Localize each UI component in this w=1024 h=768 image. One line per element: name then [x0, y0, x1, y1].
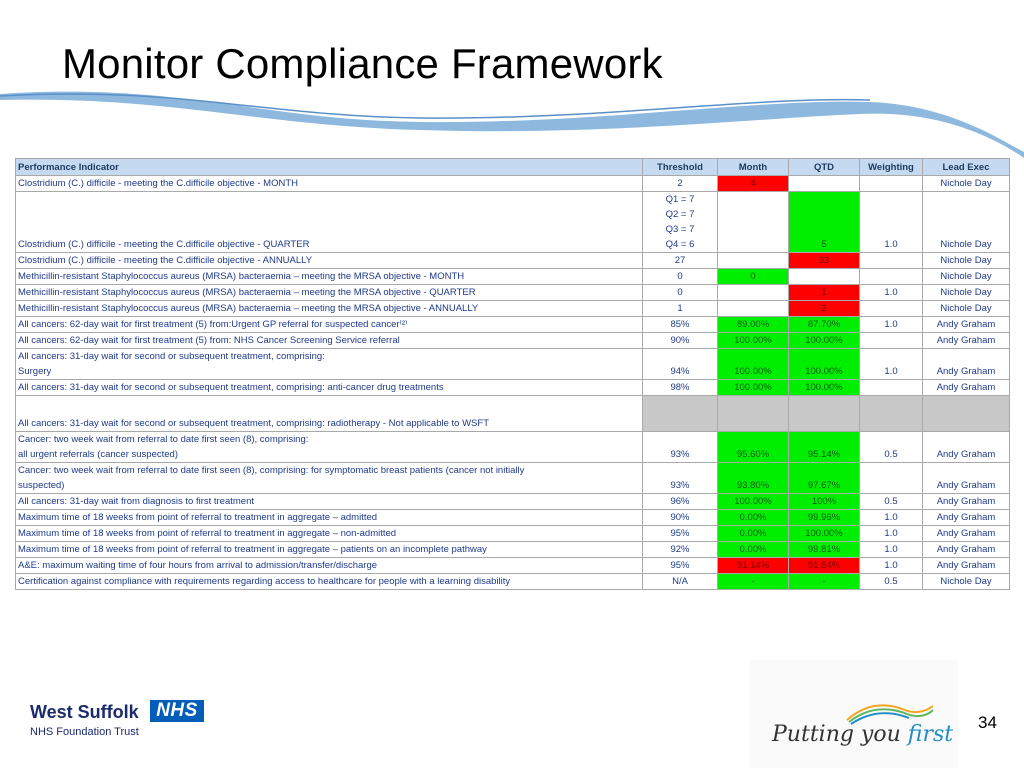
qtd-cell [789, 176, 860, 192]
weighting-cell [860, 333, 923, 349]
qtd-cell: 97.67% [789, 463, 860, 494]
col-header-weighting: Weighting [860, 159, 923, 176]
threshold-cell: 95% [643, 526, 718, 542]
qtd-cell: 95.14% [789, 432, 860, 463]
month-cell [718, 253, 789, 269]
indicator-cell [16, 432, 643, 463]
weighting-cell: 1.0 [860, 349, 923, 380]
indicator-cell: All cancers: 31-day wait from diagnosis to first treatment [16, 494, 643, 510]
indicator-cell: Maximum time of 18 weeks from point of referral to treatment in aggregate – admitted [16, 510, 643, 526]
table-header-row [16, 159, 1010, 176]
indicator-cell: Methicillin-resistant Staphylococcus aureus (MRSA) bacteraemia – meeting the MRSA objective - QUARTER [16, 285, 643, 301]
lead-cell: Andy Graham [923, 380, 1010, 396]
month-cell: 91.14% [718, 558, 789, 574]
col-header-qtd: QTD [789, 159, 860, 176]
table-row [16, 192, 1010, 253]
threshold-cell: 93% [643, 432, 718, 463]
table-row [16, 285, 1010, 301]
table-row [16, 494, 1010, 510]
lead-cell: Andy Graham [923, 333, 1010, 349]
tagline-text [772, 722, 953, 747]
qtd-cell: 33 [789, 253, 860, 269]
qtd-cell: 100.00% [789, 380, 860, 396]
threshold-cell [643, 396, 718, 432]
table-row [16, 349, 1010, 380]
lead-cell: Andy Graham [923, 526, 1010, 542]
weighting-cell: 1.0 [860, 285, 923, 301]
lead-cell: Nichole Day [923, 301, 1010, 317]
tagline-part: first [907, 722, 954, 747]
col-header-month: Month [718, 159, 789, 176]
qtd-cell: 99.81% [789, 542, 860, 558]
lead-cell: Andy Graham [923, 494, 1010, 510]
lead-cell: Nichole Day [923, 285, 1010, 301]
month-cell: 4 [718, 176, 789, 192]
threshold-cell: 92% [643, 542, 718, 558]
qtd-cell: 91.84% [789, 558, 860, 574]
trust-subtitle: NHS Foundation Trust [30, 726, 139, 738]
table-row [16, 317, 1010, 333]
weighting-cell [860, 253, 923, 269]
month-cell: 89.00% [718, 317, 789, 333]
weighting-cell: 1.0 [860, 526, 923, 542]
threshold-cell [643, 192, 718, 253]
indicator-cell: All cancers: 62-day wait for first treatment (5) from: NHS Cancer Screening Service referral [16, 333, 643, 349]
qtd-cell: 5 [789, 192, 860, 253]
month-cell [718, 285, 789, 301]
qtd-cell: 100.00% [789, 333, 860, 349]
threshold-line: Q1 = 7 [665, 194, 695, 205]
lead-cell: Andy Graham [923, 349, 1010, 380]
col-header-indicator: Performance Indicator [16, 159, 643, 176]
weighting-cell [860, 396, 923, 432]
threshold-cell: 94% [643, 349, 718, 380]
threshold-cell: 98% [643, 380, 718, 396]
threshold-cell: 1 [643, 301, 718, 317]
threshold-cell: 90% [643, 333, 718, 349]
threshold-cell: 85% [643, 317, 718, 333]
header-swoosh [0, 80, 1024, 160]
table-row [16, 301, 1010, 317]
table-row [16, 396, 1010, 432]
table-row [16, 574, 1010, 590]
threshold-cell: 96% [643, 494, 718, 510]
indicator-cell: Maximum time of 18 weeks from point of referral to treatment in aggregate – non-admitted [16, 526, 643, 542]
threshold-cell: 0 [643, 269, 718, 285]
indicator-cell [16, 349, 643, 380]
indicator-line: Surgery [18, 366, 52, 377]
threshold-line: Q3 = 7 [665, 224, 695, 235]
weighting-cell: 1.0 [860, 558, 923, 574]
weighting-cell: 1.0 [860, 317, 923, 333]
weighting-cell: 1.0 [860, 192, 923, 253]
weighting-cell: 0.5 [860, 432, 923, 463]
lead-cell: Nichole Day [923, 176, 1010, 192]
qtd-cell: 99.96% [789, 510, 860, 526]
weighting-cell [860, 176, 923, 192]
indicator-cell: Clostridium (C.) difficile - meeting the C.difficile objective - ANNUALLY [16, 253, 643, 269]
qtd-cell: 100% [789, 494, 860, 510]
indicator-cell: All cancers: 31-day wait for second or subsequent treatment, comprising: anti-cancer drug treatments [16, 380, 643, 396]
weighting-cell [860, 269, 923, 285]
nhs-logo: NHS [150, 700, 204, 722]
table-row [16, 510, 1010, 526]
indicator-line: Cancer: two week wait from referral to date first seen (8), comprising: [18, 434, 309, 445]
weighting-cell [860, 463, 923, 494]
weighting-cell: 0.5 [860, 574, 923, 590]
trust-name: West Suffolk [30, 702, 139, 722]
threshold-cell: 2 [643, 176, 718, 192]
month-cell: 0.00% [718, 510, 789, 526]
slide-title: Monitor Compliance Framework [62, 40, 663, 87]
month-cell: 100.00% [718, 494, 789, 510]
table-row [16, 333, 1010, 349]
indicator-cell: Methicillin-resistant Staphylococcus aureus (MRSA) bacteraemia – meeting the MRSA objective - MONTH [16, 269, 643, 285]
month-cell: 0.00% [718, 542, 789, 558]
month-cell [718, 301, 789, 317]
table-row [16, 558, 1010, 574]
indicator-cell: Clostridium (C.) difficile - meeting the C.difficile objective - QUARTER [16, 192, 643, 253]
lead-cell: Andy Graham [923, 463, 1010, 494]
qtd-cell [789, 396, 860, 432]
weighting-cell [860, 301, 923, 317]
month-cell: - [718, 574, 789, 590]
col-header-threshold: Threshold [643, 159, 718, 176]
table-row [16, 526, 1010, 542]
indicator-line: suspected) [18, 480, 65, 491]
weighting-cell: 1.0 [860, 510, 923, 526]
weighting-cell: 0.5 [860, 494, 923, 510]
threshold-cell: 95% [643, 558, 718, 574]
performance-table [15, 158, 1010, 590]
col-header-lead: Lead Exec [923, 159, 1010, 176]
indicator-cell: Maximum time of 18 weeks from point of referral to treatment in aggregate – patients on an incomplete pathway [16, 542, 643, 558]
threshold-cell: N/A [643, 574, 718, 590]
month-cell: 0.00% [718, 526, 789, 542]
month-cell: 100.00% [718, 349, 789, 380]
lead-cell: Andy Graham [923, 317, 1010, 333]
table-row [16, 463, 1010, 494]
indicator-line: all urgent referrals (cancer suspected) [18, 449, 178, 460]
tagline-logo [750, 660, 958, 768]
threshold-line: Q2 = 7 [665, 209, 695, 220]
weighting-cell [860, 380, 923, 396]
month-cell: 100.00% [718, 333, 789, 349]
indicator-cell: All cancers: 31-day wait for second or subsequent treatment, comprising: radiotherapy - Not applicable to WSFT [16, 396, 643, 432]
qtd-cell: 87.70% [789, 317, 860, 333]
lead-cell: Nichole Day [923, 253, 1010, 269]
lead-cell: Nichole Day [923, 574, 1010, 590]
qtd-cell: - [789, 574, 860, 590]
qtd-cell: 1 [789, 285, 860, 301]
month-cell [718, 192, 789, 253]
tagline-part: Putting you [772, 722, 908, 747]
indicator-cell: All cancers: 62-day wait for first treatment (5) from:Urgent GP referral for suspected cancer⁽²⁾ [16, 317, 643, 333]
lead-cell: Andy Graham [923, 558, 1010, 574]
month-cell [718, 396, 789, 432]
lead-cell: Nichole Day [923, 192, 1010, 253]
threshold-cell: 0 [643, 285, 718, 301]
table-row [16, 176, 1010, 192]
page-number: 34 [978, 713, 997, 732]
lead-cell: Nichole Day [923, 269, 1010, 285]
lead-cell: Andy Graham [923, 542, 1010, 558]
month-cell: 100.00% [718, 380, 789, 396]
indicator-cell: A&E: maximum waiting time of four hours from arrival to admission/transfer/discharge [16, 558, 643, 574]
month-cell: 93.80% [718, 463, 789, 494]
indicator-line: Cancer: two week wait from referral to date first seen (8), comprising: for symptomatic breast patients (cancer not initially [18, 465, 525, 476]
weighting-cell: 1.0 [860, 542, 923, 558]
indicator-cell: Clostridium (C.) difficile - meeting the C.difficile objective - MONTH [16, 176, 643, 192]
lead-cell [923, 396, 1010, 432]
indicator-cell: Certification against compliance with requirements regarding access to healthcare for people with a learning disability [16, 574, 643, 590]
indicator-line: All cancers: 31-day wait for second or subsequent treatment, comprising: [18, 351, 325, 362]
indicator-cell [16, 463, 643, 494]
month-cell: 95.60% [718, 432, 789, 463]
lead-cell: Andy Graham [923, 510, 1010, 526]
threshold-cell: 27 [643, 253, 718, 269]
lead-cell: Andy Graham [923, 432, 1010, 463]
qtd-cell: 2 [789, 301, 860, 317]
threshold-cell: 90% [643, 510, 718, 526]
qtd-cell: 100.00% [789, 349, 860, 380]
qtd-cell: 100.00% [789, 526, 860, 542]
indicator-cell: Methicillin-resistant Staphylococcus aureus (MRSA) bacteraemia – meeting the MRSA objective - ANNUALLY [16, 301, 643, 317]
threshold-cell: 93% [643, 463, 718, 494]
month-cell: 0 [718, 269, 789, 285]
table-row [16, 542, 1010, 558]
table-row [16, 253, 1010, 269]
threshold-line: Q4 = 6 [665, 239, 695, 250]
table-row [16, 380, 1010, 396]
table-row [16, 432, 1010, 463]
table-row [16, 269, 1010, 285]
qtd-cell [789, 269, 860, 285]
